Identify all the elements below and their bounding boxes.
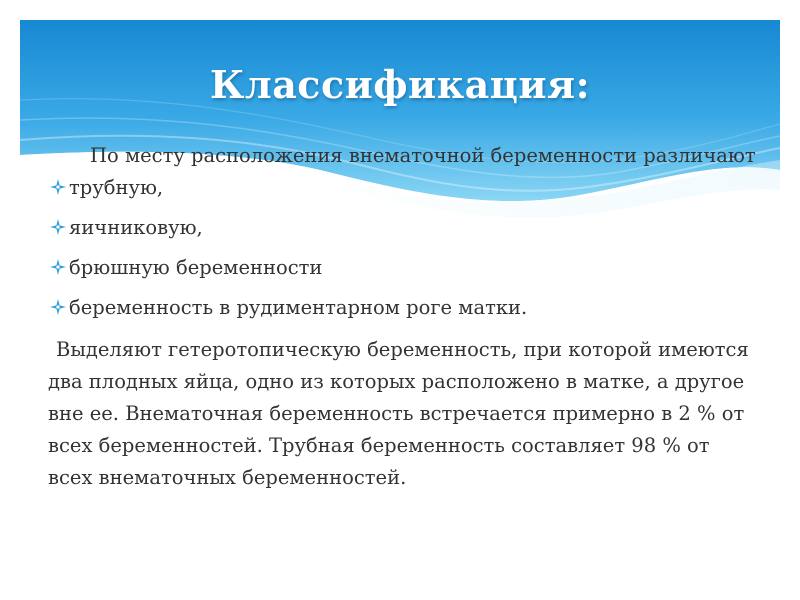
bullet-list xyxy=(48,176,758,320)
list-item xyxy=(48,256,758,280)
body-paragraph: Выделяют гетеротопическую беременность, при которой имеются два плодных яйца, одно из которых расположено в матке, а другое вне ее. Внематочная беременность встречается примерно в 2 % от всех беременностей. Трубная беременность составляет 98 % от всех внематочных беременностей. xyxy=(48,338,749,489)
list-item-label: яичниковую, xyxy=(69,216,203,239)
sparkle-bullet-icon xyxy=(48,217,68,237)
list-item xyxy=(48,216,758,240)
intro-text: По месту расположения внематочной беременности различают xyxy=(90,144,756,167)
list-item xyxy=(48,176,758,200)
sparkle-bullet-icon xyxy=(48,177,68,197)
list-item-label: трубную, xyxy=(69,176,164,199)
list-item-label: беременность в рудиментарном роге матки. xyxy=(69,296,528,319)
sparkle-bullet-icon xyxy=(48,257,68,277)
list-item-label: брюшную беременности xyxy=(69,256,323,279)
list-item xyxy=(48,296,758,320)
sparkle-bullet-icon xyxy=(48,297,68,317)
slide-content xyxy=(48,140,758,494)
slide-title: Классификация: xyxy=(209,62,591,107)
